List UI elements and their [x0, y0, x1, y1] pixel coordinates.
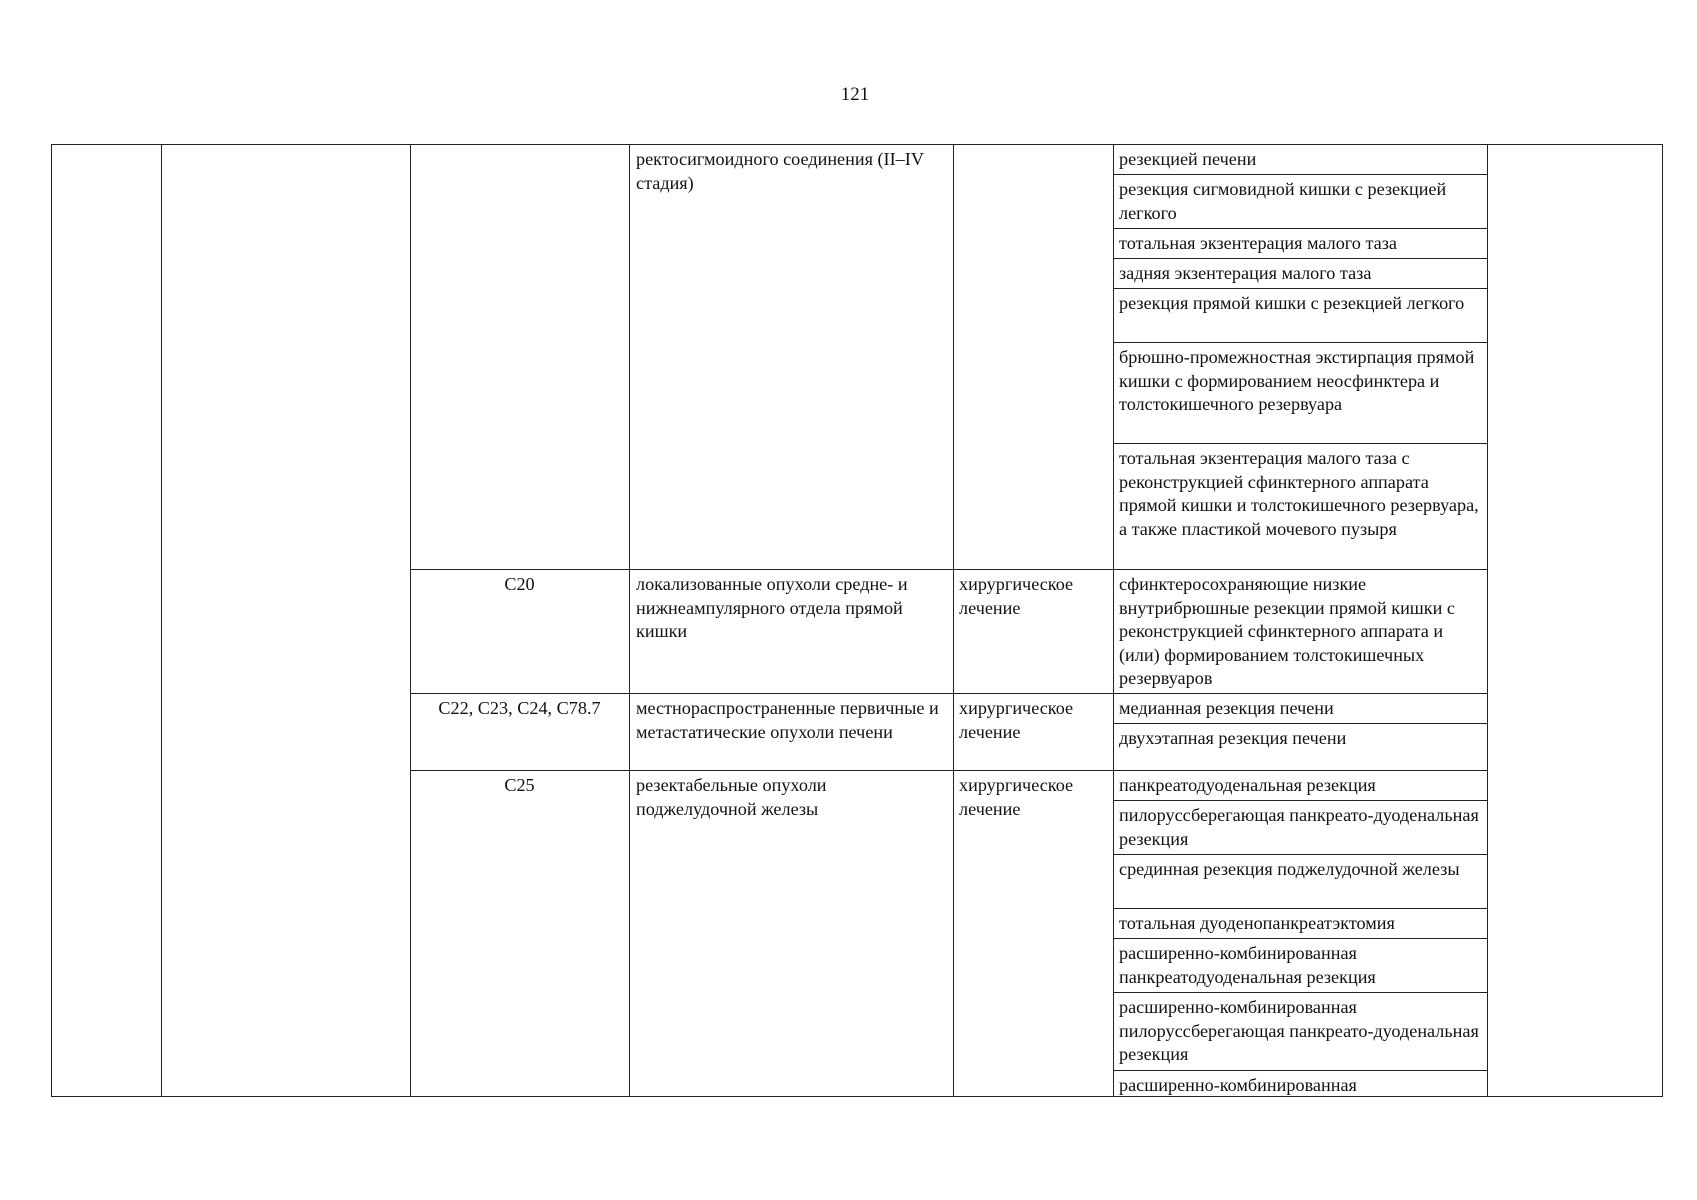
method-cell: тотальная экзентерация малого таза с реконструкцией сфинктерного аппарата прямой кишки и толстокишечного резервуара, а также пластикой мочевого пузыря — [1119, 448, 1479, 539]
method-divider — [1113, 228, 1487, 229]
treatment-cell: хирургическое лечение — [959, 574, 1074, 618]
method-cell: брюшно-промежностная экстирпация прямой кишки с формированием неосфинктера и толстокишечного резервуара — [1119, 347, 1475, 414]
column-divider — [161, 145, 162, 1096]
column-divider — [629, 145, 630, 1096]
page-number: 121 — [840, 84, 870, 105]
column-divider — [410, 145, 411, 1096]
method-cell: тотальная дуоденопанкреатэктомия — [1119, 913, 1395, 933]
treatment-cell: хирургическое лечение — [959, 698, 1074, 742]
column-divider — [1487, 145, 1488, 1096]
method-divider — [1113, 800, 1487, 801]
method-cell: сфинктеросохраняющие низкие внутрибрюшные резекции прямой кишки с реконструкцией сфинктерного аппарата и (или) формированием толстокишечных резервуаров — [1119, 574, 1455, 688]
procedures-table — [51, 144, 1663, 1097]
method-cell: резекция прямой кишки с резекцией легкого — [1119, 293, 1465, 313]
method-cell: расширенно-комбинированная пилоруссберегающая панкреато-дуоденальная резекция — [1119, 997, 1479, 1064]
method-cell: резекцией печени — [1119, 149, 1257, 169]
row-divider — [410, 770, 1487, 771]
method-divider — [1113, 258, 1487, 259]
diagnosis-cell: локализованные опухоли средне- и нижнеампулярного отдела прямой кишки — [636, 574, 908, 641]
method-divider — [1113, 854, 1487, 855]
method-cell: расширенно-комбинированная панкреатодуоденальная резекция — [1119, 943, 1376, 987]
method-cell: панкреатодуоденальная резекция — [1119, 775, 1376, 795]
method-divider — [1113, 1070, 1487, 1071]
method-cell: медианная резекция печени — [1119, 698, 1334, 718]
diagnosis-cell: резектабельные опухоли поджелудочной железы — [636, 775, 827, 819]
method-cell: пилоруссберегающая панкреато-дуоденальная резекция — [1119, 805, 1479, 849]
method-divider — [1113, 443, 1487, 444]
method-divider — [1113, 288, 1487, 289]
method-cell: расширенно-комбинированная — [1119, 1075, 1357, 1095]
code-cell: C22, C23, C24, C78.7 — [438, 698, 601, 718]
method-cell: срединная резекция поджелудочной железы — [1119, 859, 1460, 879]
diagnosis-cell: местнораспространенные первичные и метастатические опухоли печени — [636, 698, 939, 742]
method-divider — [1113, 174, 1487, 175]
column-divider — [953, 145, 954, 1096]
method-divider — [1113, 342, 1487, 343]
method-cell: тотальная экзентерация малого таза — [1119, 233, 1397, 253]
method-divider — [1113, 723, 1487, 724]
diagnosis-cell: ректосигмоидного соединения (II–IV стадия) — [636, 149, 924, 193]
method-cell: резекция сигмовидной кишки с резекцией легкого — [1119, 179, 1447, 223]
code-cell: C20 — [504, 574, 535, 594]
method-divider — [1113, 992, 1487, 993]
row-divider — [410, 693, 1487, 694]
method-divider — [1113, 938, 1487, 939]
method-cell: двухэтапная резекция печени — [1119, 728, 1347, 748]
method-divider — [1113, 908, 1487, 909]
code-cell: C25 — [504, 775, 535, 795]
method-cell: задняя экзентерация малого таза — [1119, 263, 1372, 283]
row-divider — [410, 569, 1487, 570]
treatment-cell: хирургическое лечение — [959, 775, 1074, 819]
